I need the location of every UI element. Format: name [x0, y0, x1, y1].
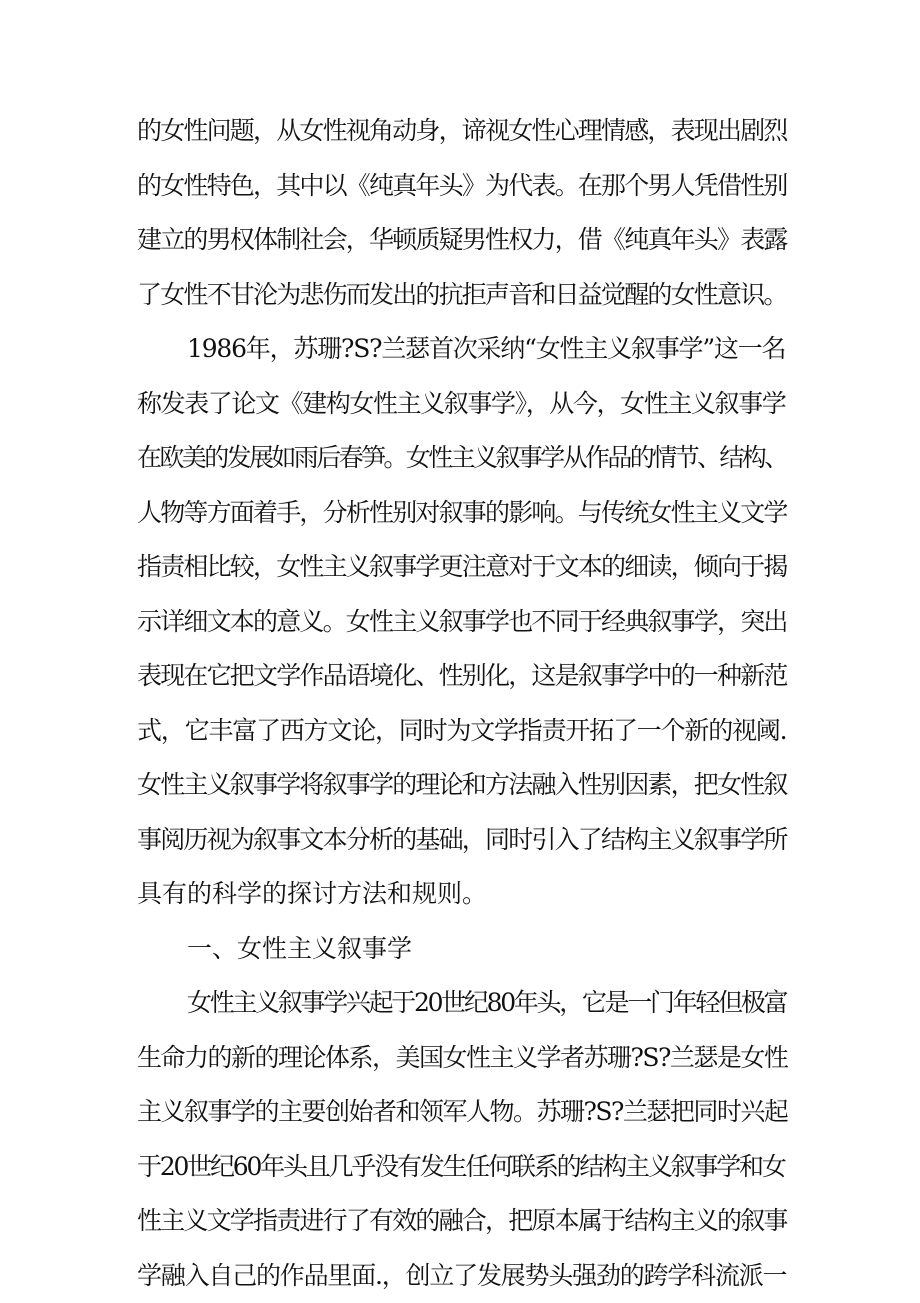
text-line: 具有的科学的探讨方法和规则。 — [137, 867, 787, 922]
text-line: 建立的男权体制社会，华顿质疑男性权力，借《纯真年头》表露 — [137, 213, 787, 268]
text-line: 1986年，苏珊?S?兰瑟首次采纳“女性主义叙事学”这一名 — [137, 322, 787, 377]
text-line: 的女性问题，从女性视角动身，谛视女性心理情感，表现出剧烈 — [137, 104, 787, 159]
text-line: 性主义文学指责进行了有效的融合，把原本属于结构主义的叙事 — [137, 1194, 787, 1249]
paragraph-2 — [137, 322, 787, 922]
text-line: 指责相比较，女性主义叙事学更注意对于文本的细读，倾向于揭 — [137, 540, 787, 595]
text-line: 的女性特色，其中以《纯真年头》为代表。在那个男人凭借性别 — [137, 159, 787, 214]
text-line: 于20世纪60年头且几乎没有发生任何联系的结构主义叙事学和女 — [137, 1140, 787, 1195]
text-line: 称发表了论文《建构女性主义叙事学》，从今，女性主义叙事学 — [137, 377, 787, 432]
text-line: 示详细文本的意义。女性主义叙事学也不同于经典叙事学，突出 — [137, 595, 787, 650]
text-line: 在欧美的发展如雨后春笋。女性主义叙事学从作品的情节、结构、 — [137, 431, 787, 486]
section-heading — [137, 922, 787, 977]
text-line: 了女性不甘沦为悲伤而发出的抗拒声音和日益觉醒的女性意识。 — [137, 268, 787, 323]
document-body — [137, 104, 787, 1303]
text-line: 表现在它把文学作品语境化、性别化，这是叙事学中的一种新范 — [137, 649, 787, 704]
text-line: 女性主义叙事学兴起于20世纪80年头，它是一门年轻但极富 — [137, 976, 787, 1031]
text-line: 式，它丰富了西方文论，同时为文学指责开拓了一个新的视阈. — [137, 704, 787, 759]
text-line: 学融入自己的作品里面.，创立了发展势头强劲的跨学科流派一 — [137, 1249, 787, 1303]
paragraph-1 — [137, 104, 787, 322]
text-line: 事阅历视为叙事文本分析的基础，同时引入了结构主义叙事学所 — [137, 813, 787, 868]
text-line: 女性主义叙事学将叙事学的理论和方法融入性别因素，把女性叙 — [137, 758, 787, 813]
text-line: 生命力的新的理论体系，美国女性主义学者苏珊?S?兰瑟是女性 — [137, 1031, 787, 1086]
section-heading-text: 一、女性主义叙事学 — [137, 922, 787, 977]
text-line: 主义叙事学的主要创始者和领军人物。苏珊?S?兰瑟把同时兴起 — [137, 1085, 787, 1140]
paragraph-3 — [137, 976, 787, 1303]
text-line: 人物等方面着手，分析性别对叙事的影响。与传统女性主义文学 — [137, 486, 787, 541]
